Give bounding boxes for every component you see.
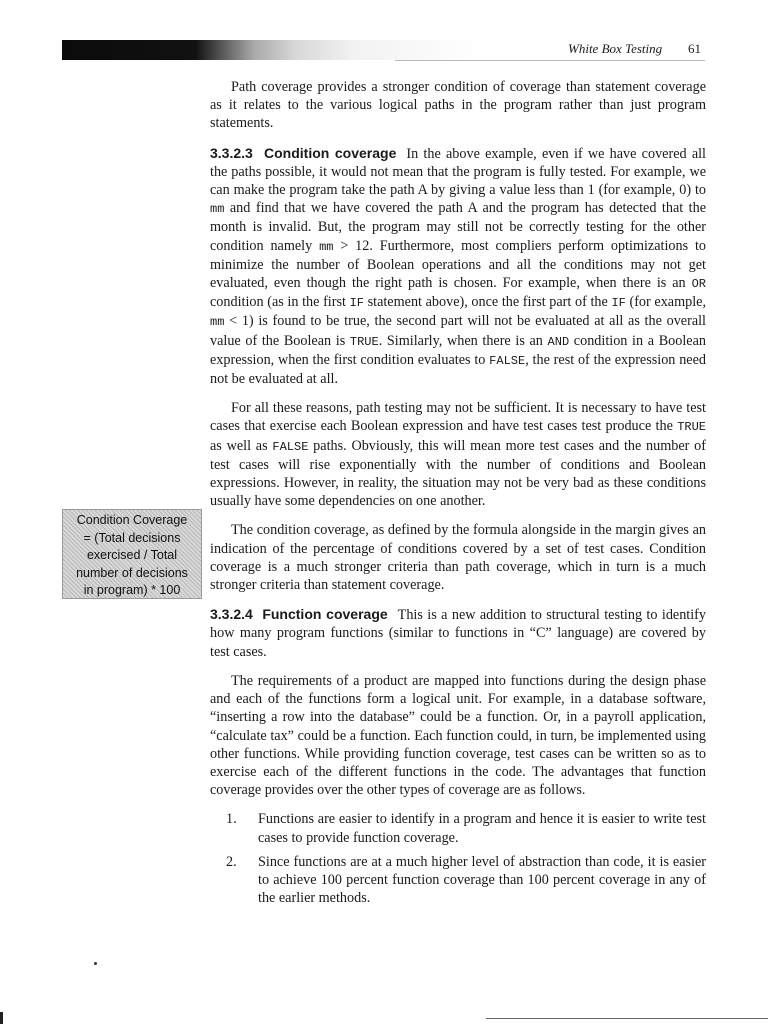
paragraph-condition-formula: The condition coverage, as defined by the formula alongside in the margin gives an indication of the percentage of conditions covered by a set of test cases. Condition coverage is a much stronger criteria than path coverage, which in turn is a much stronger criteria than statement coverage.: [210, 522, 706, 594]
margin-note-line: number of decisions: [76, 565, 188, 580]
text-run: In the above example, even if we have covered all the paths possible, it would not mean that the program is fully tested. For example, we can make the program take the path A by giving a value less than 1 (for example, 0) to: [210, 145, 706, 199]
code-run: IF: [611, 296, 626, 311]
code-run: mm: [210, 202, 225, 217]
margin-note-line: Condition Coverage: [76, 513, 188, 527]
paragraph-path-testing: [210, 399, 706, 510]
text-run: > 12. Furthermore, most compliers perform optimizations to minimize the number of Boolean operations and all the conditions may not get evaluated, even though the right path is chosen. For example, when there is an: [210, 237, 706, 292]
text-run: paths. Obviously, this will mean more test cases and the number of test cases will rise exponentially with the number of conditions and Boolean expressions. However, in reality, the situation may not be very bad as these conditions usually have some dependencies on one another.: [210, 437, 706, 510]
list-item: [210, 810, 706, 846]
text-run: For all these reasons, path testing may not be sufficient. It is necessary to have test cases that exercise each Boolean expression and have test cases test produce the: [210, 400, 706, 435]
code-run: FALSE: [489, 353, 526, 368]
code-run: IF: [349, 296, 364, 311]
text-run: < 1) is found to be true, the second part will not be evaluated at all as the overall value of the Boolean is: [210, 313, 706, 349]
header-rule: [395, 60, 705, 61]
page-number: 61: [688, 41, 701, 56]
running-title: White Box Testing: [568, 41, 663, 56]
margin-note-line: exercised / Total: [86, 548, 178, 562]
list-number: 2.: [226, 853, 237, 870]
list-number: 1.: [226, 811, 237, 828]
margin-note-line: = (Total decisions: [83, 530, 181, 545]
bottom-rule: [486, 1018, 768, 1019]
code-run: mm: [210, 315, 225, 330]
margin-note-line: in program) * 100: [83, 583, 181, 597]
code-run: AND: [547, 334, 570, 349]
section-number: 3.3.2.4: [210, 606, 253, 623]
section-title: Condition coverage: [264, 144, 397, 161]
list-item: [210, 853, 706, 908]
section-function-coverage: [210, 605, 706, 661]
text-run: as well as: [210, 437, 273, 454]
text-run: condition (as in the first: [210, 294, 350, 311]
code-run: mm: [319, 239, 334, 254]
margin-note-formula: [62, 509, 202, 599]
code-run: OR: [691, 277, 706, 292]
scan-dot: [94, 962, 97, 965]
section-number: 3.3.2.3: [210, 144, 253, 161]
text-run: . Similarly, when there is an: [378, 332, 548, 349]
list-text: Functions are easier to identify in a program and hence it is easier to write test cases to provide function coverage.: [258, 811, 706, 846]
section-condition-coverage: [210, 144, 706, 389]
code-run: TRUE: [349, 334, 379, 349]
list-text: Since functions are at a much higher level of abstraction than code, it is easier to achieve 100 percent function coverage than 100 percent coverage in any of the earlier methods.: [258, 853, 706, 907]
text-run: statement above), once the first part of the: [363, 294, 612, 311]
text-run: , the rest of the expression need not be evaluated at all.: [210, 351, 706, 388]
text-run: and find that we have covered the path A and the program has detected that the month is invalid. But, the program may still not be correctly testing for the other condition namely: [210, 200, 706, 254]
advantages-list: [210, 810, 706, 907]
text-run: (for example,: [625, 294, 706, 311]
text-run: condition in a Boolean expression, when the first condition evaluates to: [210, 332, 706, 368]
paragraph-requirements: The requirements of a product are mapped into functions during the design phase and each of the functions form a logical unit. For example, in a database software, “inserting a row into the database” could be a function. Or, in a payroll application, “calculate tax” could be a function. Each function could, in turn, be implemented using other functions. While providing function coverage, test cases can be written so as to exercise each of the different functions in the code. The advantages that function coverage provides over the other types of coverage are as follows.: [210, 672, 706, 799]
body-text: [210, 78, 706, 913]
header-bar: [62, 40, 480, 60]
text-run: This is a new addition to structural testing to identify how many program functions (similar to functions in “C” language) are covered by test cases.: [210, 607, 707, 660]
left-edge-mark: [0, 1012, 3, 1024]
code-run: TRUE: [677, 420, 706, 435]
section-title: Function coverage: [262, 606, 388, 623]
paragraph-path-coverage: Path coverage provides a stronger condition of coverage than statement coverage as it relates to the various logical paths in the program rather than just program statements.: [210, 79, 706, 132]
section-heading: [210, 606, 388, 622]
section-heading: [210, 145, 396, 161]
code-run: FALSE: [272, 439, 309, 454]
